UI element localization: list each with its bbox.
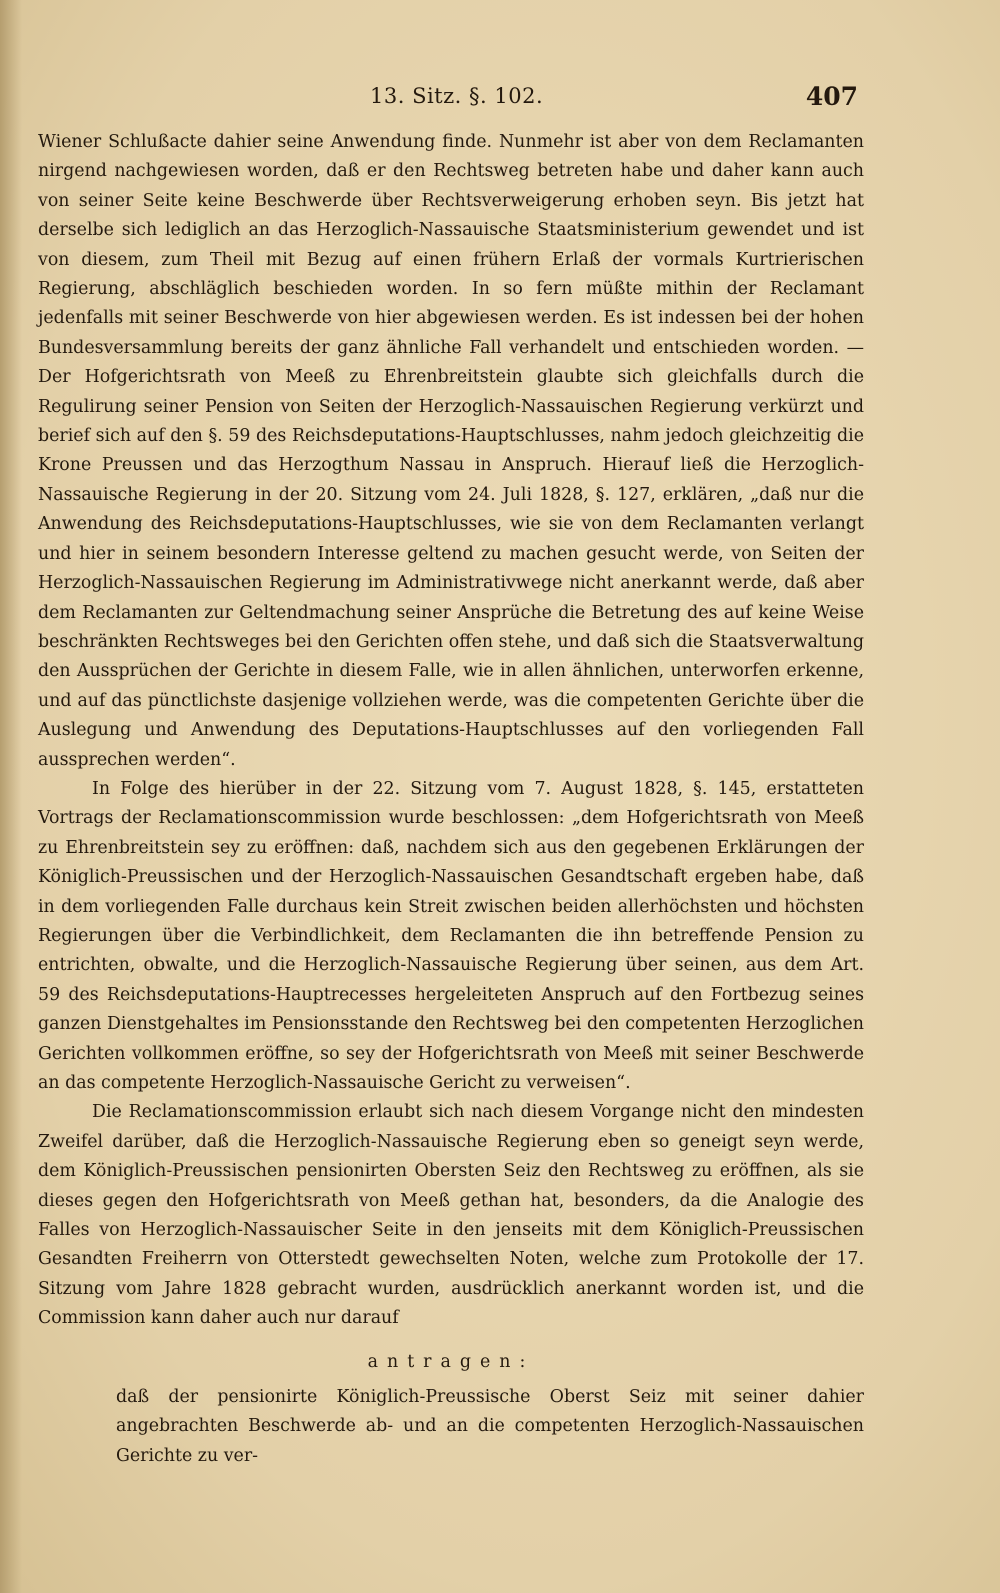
page-header — [0, 84, 1000, 124]
running-head: 13. Sitz. §. 102. — [370, 84, 544, 108]
paragraph-3: Die Reclamationscommission erlaubt sich nach diesem Vorgange nicht den mindesten Zweifel darüber, daß die Herzoglich-Nassauische Regierung eben so geneigt seyn werde, dem Königlich-Preussischen pensionirten Obersten Seiz den Rechtsweg zu eröffnen, als sie dieses gegen den Hofgerichtsrath von Meeß gethan hat, besonders, da die Analogie des Falles von Herzoglich-Nassauischer Seite in den jenseits mit dem Königlich-Preussischen Gesandten Freiherrn von Otterstedt gewechselten Noten, welche zum Protokolle der 17. Sitzung vom Jahre 1828 gebracht wurden, ausdrücklich anerkannt worden ist, und die Commission kann daher auch nur darauf — [38, 1102, 864, 1329]
page-number: 407 — [805, 82, 858, 111]
motion-heading: antragen: — [367, 1351, 535, 1372]
binding-shadow — [0, 0, 22, 1593]
body-text — [38, 128, 864, 1471]
paragraph-1: Wiener Schlußacte dahier seine Anwendung finde. Nunmehr ist aber von dem Reclamanten nirgend nachgewiesen worden, daß er den Rechtsweg betreten habe und daher kann auch von seiner Seite keine Beschwerde über Rechtsverweigerung erhoben seyn. Bis jetzt hat derselbe sich lediglich an das Herzoglich-Nassauische Staatsministerium gewendet und ist von diesem, zum Theil mit Bezug auf einen frühern Erlaß der vormals Kurtrierischen Regierung, abschläglich beschieden worden. In so fern müßte mithin der Reclamant jedenfalls mit seiner Beschwerde von hier abgewiesen werden. Es ist indessen bei der hohen Bundesversammlung bereits der ganz ähnliche Fall verhandelt und entschieden worden. — Der Hofgerichtsrath von Meeß zu Ehrenbreitstein glaubte sich gleichfalls durch die Regulirung seiner Pension von Seiten der Herzoglich-Nassauischen Regierung verkürzt und berief sich auf den §. 59 des Reichsdeputations-Hauptschlusses, nahm jedoch gleichzeitig die Krone Preussen und das Herzogthum Nassau in Anspruch. Hierauf ließ die Herzoglich-Nassauische Regierung in der 20. Sitzung vom 24. Juli 1828, §. 127, erklären, „daß nur die Anwendung des Reichsdeputations-Hauptschlusses, wie sie von dem Reclamanten verlangt und hier in seinem besondern Interesse geltend zu machen gesucht werde, von Seiten der Herzoglich-Nassauischen Regierung im Administrativwege nicht anerkannt werde, daß aber dem Reclamanten zur Geltendmachung seiner Ansprüche die Betretung des auf keine Weise beschränkten Rechtsweges bei den Gerichten offen stehe, und daß sich die Staatsverwaltung den Aussprüchen der Gerichte in diesem Falle, wie in allen ähnlichen, unterworfen erkenne, und auf das pünctlichste dasjenige vollziehen werde, was die competenten Gerichte über die Auslegung und Anwendung des Deputations-Hauptschlusses auf den vorliegenden Fall aussprechen werden“. — [38, 132, 864, 770]
paragraph-2: In Folge des hierüber in der 22. Sitzung vom 7. August 1828, §. 145, erstatteten Vortrags der Reclamationscommission wurde beschlossen: „dem Hofgerichtsrath von Meeß zu Ehrenbreitstein sey zu eröffnen: daß, nachdem sich aus den gegebenen Erklärungen der Königlich-Preussischen und der Herzoglich-Nassauischen Gesandtschaft ergeben habe, daß in dem vorliegenden Falle durchaus kein Streit zwischen beiden allerhöchsten und höchsten Regierungen über die Verbindlichkeit, dem Reclamanten die ihn betreffende Pension zu entrichten, obwalte, und die Herzoglich-Nassauische Regierung über seinen, aus dem Art. 59 des Reichsdeputations-Hauptrecesses hergeleiteten Anspruch auf den Fortbezug seines ganzen Dienstgehaltes im Pensionsstande den Rechtsweg bei den competenten Herzoglichen Gerichten vollkommen eröffne, so sey der Hofgerichtsrath von Meeß mit seiner Beschwerde an das competente Herzoglich-Nassauische Gericht zu verweisen“. — [38, 778, 864, 1093]
motion-text: daß der pensionirte Königlich-Preussische Oberst Seiz mit seiner dahier angebrachten Beschwerde ab- und an die competenten Herzoglich-Nassauischen Gerichte zu ver- — [116, 1387, 864, 1466]
